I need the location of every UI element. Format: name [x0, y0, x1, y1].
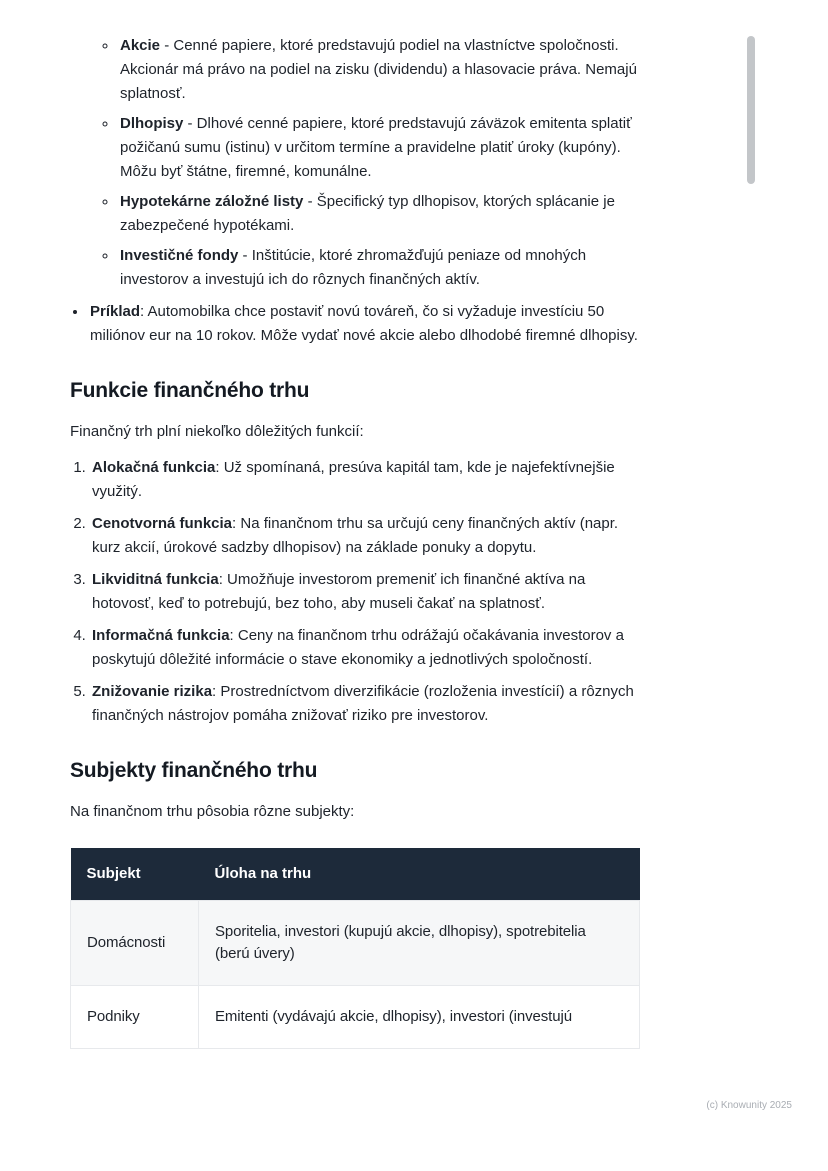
cell-subject-domacnosti: Domácnosti	[71, 901, 199, 986]
desc-informacna: : Ceny na finančnom trhu odrážajú očakávania investorov a poskytujú dôležité informácie o stave ekonomiky a jednotlivých spoločností.	[92, 627, 624, 668]
numbered-item-informacna	[90, 624, 640, 672]
numbered-item-znizovanie	[90, 680, 640, 728]
term-likviditna: Likviditná funkcia	[92, 571, 219, 588]
watermark: (c) Knowunity 2025	[706, 1100, 792, 1111]
subjects-table-body	[71, 901, 640, 1049]
term-cenotvorna: Cenotvorná funkcia	[92, 515, 233, 532]
numbered-item-alokacna	[90, 456, 640, 504]
cell-subject-podniky: Podniky	[71, 986, 199, 1049]
term-hypotekarne: Hypotekárne záložné listy	[120, 193, 304, 210]
term-alokacna: Alokačná funkcia	[92, 459, 216, 476]
table-header-uloha: Úloha na trhu	[199, 848, 640, 901]
table-row-podniky	[71, 986, 640, 1049]
document-content	[70, 34, 640, 1049]
desc-fondy: - Inštitúcie, ktoré zhromažďujú peniaze od mnohých investorov a investujú ich do rôznych finančných aktív.	[120, 247, 587, 288]
desc-dlhopisy: - Dlhové cenné papiere, ktoré predstavujú záväzok emitenta splatiť požičanú sumu (istinu) v určitom termíne a pravidelne platiť úroky (kupóny). Môžu byť štátne, firemné, komunálne.	[120, 115, 632, 180]
desc-hypotekarne: - Špecifický typ dlhopisov, ktorých splácanie je zabezpečené hypotékami.	[120, 193, 615, 234]
heading-funkcie: Funkcie finančného trhu	[70, 379, 310, 402]
desc-likviditna: : Umožňuje investorom premeniť ich finančné aktíva na hotovosť, keď to potrebujú, bez toho, aby museli čakať na splatnosť.	[92, 571, 586, 612]
asset-types-list	[70, 34, 640, 292]
desc-priklad: : Automobilka chce postaviť novú továreň, čo si vyžaduje investíciu 50 miliónov eur na 10 rokov. Môže vydať nové akcie alebo dlhodobé firemné dlhopisy.	[90, 303, 638, 344]
list-item-priklad	[88, 300, 640, 348]
table-row-domacnosti	[71, 901, 640, 986]
numbered-item-likviditna	[90, 568, 640, 616]
table-header-subjekt: Subjekt	[71, 848, 199, 901]
term-priklad: Príklad	[90, 303, 141, 320]
list-item-fondy	[118, 244, 640, 292]
term-fondy: Investičné fondy	[120, 247, 239, 264]
table-header-row	[71, 848, 640, 901]
subjects-table	[70, 848, 640, 1049]
example-list	[70, 300, 640, 348]
term-dlhopisy: Dlhopisy	[120, 115, 184, 132]
numbered-item-cenotvorna	[90, 512, 640, 560]
cell-role-domacnosti: Sporitelia, investori (kupujú akcie, dlhopisy), spotrebitelia (berú úvery)	[199, 901, 640, 986]
term-znizovanie: Znižovanie rizika	[92, 683, 213, 700]
term-informacna: Informačná funkcia	[92, 627, 230, 644]
subjects-table-head	[71, 848, 640, 901]
list-item-dlhopisy	[118, 112, 640, 184]
desc-znizovanie: : Prostredníctvom diverzifikácie (rozloženia investícií) a rôznych finančných nástrojov pomáha znižovať riziko pre investorov.	[92, 683, 634, 724]
desc-akcie: - Cenné papiere, ktoré predstavujú podiel na vlastníctve spoločnosti. Akcionár má právo na podiel na zisku (dividendu) a hlasovacie práva. Nemajú splatnosť.	[120, 37, 637, 102]
desc-alokacna: : Už spomínaná, presúva kapitál tam, kde je najefektívnejšie využitý.	[92, 459, 615, 500]
list-item-hypotekarne	[118, 190, 640, 238]
term-akcie: Akcie	[120, 37, 161, 54]
heading-subjekty: Subjekty finančného trhu	[70, 759, 318, 782]
list-item-akcie	[118, 34, 640, 106]
intro-subjekty: Na finančnom trhu pôsobia rôzne subjekty:	[70, 803, 355, 820]
desc-cenotvorna: : Na finančnom trhu sa určujú ceny finančných aktív (napr. kurz akcií, úrokové sadzby dlhopisov) na základe ponuky a dopytu.	[92, 515, 619, 556]
scrollbar-thumb[interactable]	[747, 36, 755, 184]
cell-role-podniky: Emitenti (vydávajú akcie, dlhopisy), investori (investujú	[199, 986, 640, 1049]
intro-funkcie: Finančný trh plní niekoľko dôležitých funkcií:	[70, 423, 364, 440]
functions-list	[70, 456, 640, 728]
